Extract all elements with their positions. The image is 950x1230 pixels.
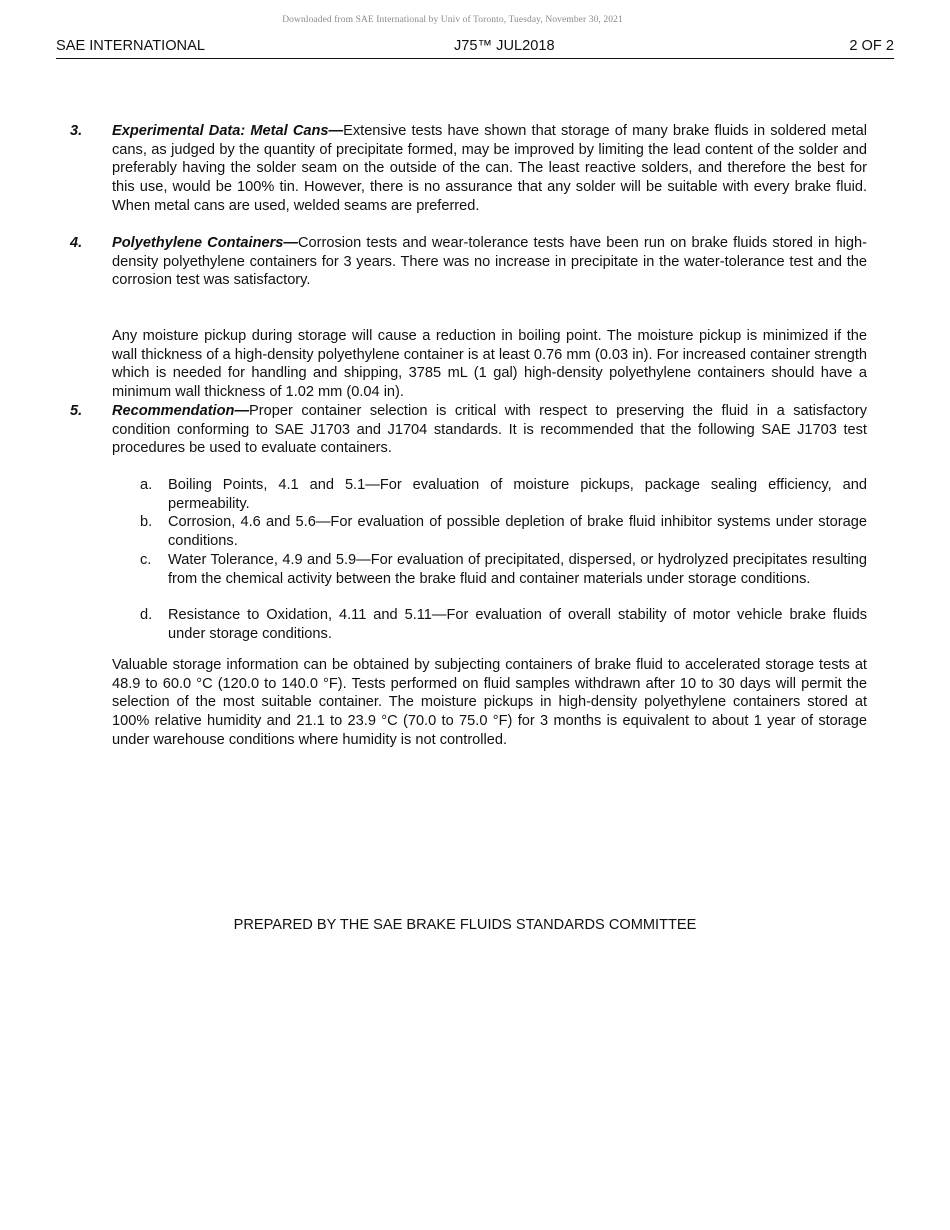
closing-paragraph: Valuable storage information can be obtained by subjecting containers of brake fluid to accelerated storage tests at 48.9 to 60.0 °C (120.0 to 140.0 °F). Tests performed on fluid samples withdrawn after 10 to 30 days will permit the selection of the most suitable container. The moisture pickups in high-density polyethylene containers stored at 100% relative humidity and 21.1 to 23.9 °C (70.0 to 75.0 °F) for 3 months is equivalent to about 1 year of storage under warehouse conditions where humidity is not controlled.	[112, 657, 867, 748]
list-item-text: Resistance to Oxidation, 4.11 and 5.11—For evaluation of overall stability of motor vehicle brake fluids under storage conditions.	[168, 607, 867, 642]
header-page-number: 2 OF 2	[849, 38, 894, 54]
header-document-id: J75™ JUL2018	[454, 38, 555, 54]
list-item-text: Boiling Points, 4.1 and 5.1—For evaluation of moisture pickups, package sealing efficiency, and permeability.	[168, 477, 867, 512]
section-paragraph	[112, 122, 867, 216]
download-watermark-note: Downloaded from SAE International by Univ of Toronto, Tuesday, November 30, 2021	[282, 15, 623, 25]
list-item-text: Water Tolerance, 4.9 and 5.9—For evaluation of precipitated, dispersed, or hydrolyzed precipitates resulting from the chemical activity between the brake fluid and container materials under storage conditions.	[168, 552, 867, 587]
list-item-letter: b.	[140, 514, 153, 530]
list-item-letter: a.	[140, 477, 153, 493]
section-paragraph	[112, 234, 867, 290]
list-item-letter: d.	[140, 607, 153, 623]
section-paragraph	[112, 402, 867, 458]
section-number: 3.	[70, 123, 83, 139]
committee-footer: PREPARED BY THE SAE BRAKE FLUIDS STANDARDS COMMITTEE	[233, 917, 697, 933]
section-title: Polyethylene Containers—	[112, 235, 298, 251]
section-number: 5.	[70, 403, 83, 419]
list-item-text: Corrosion, 4.6 and 5.6—For evaluation of possible depletion of brake fluid inhibitor systems under storage conditions.	[168, 514, 867, 549]
section-title: Experimental Data: Metal Cans—	[112, 123, 344, 139]
section-text: Proper container selection is critical with respect to preserving the fluid in a satisfactory condition conforming to SAE J1703 and J1704 standards. It is recommended that the following SAE J1703 test procedures be used to evaluate containers.	[112, 403, 867, 457]
section-text: Extensive tests have shown that storage of many brake fluids in soldered metal cans, as judged by the quantity of precipitate formed, may be improved by limiting the lead content of the solder and preferably having the solder seam on the outside of the can. The least reactive solders, and therefore the best for this use, would be 100% tin. However, there is no assurance that any solder will be suitable with every brake fluid. When metal cans are used, welded seams are preferred.	[112, 123, 867, 214]
section-extra-paragraph: Any moisture pickup during storage will cause a reduction in boiling point. The moisture pickup is minimized if the wall thickness of a high-density polyethylene container is at least 0.76 mm (0.03 in). For increased container strength which is needed for handling and shipping, 3785 mL (1 gal) high-density polyethylene containers should have a minimum wall thickness of 1.02 mm (0.04 in).	[112, 328, 867, 401]
section-title: Recommendation—	[112, 403, 250, 419]
list-item-letter: c.	[140, 552, 152, 568]
page-header	[56, 38, 894, 59]
header-organization: SAE INTERNATIONAL	[56, 38, 205, 54]
section-text: Corrosion tests and wear-tolerance tests have been run on brake fluids stored in high-density polyethylene containers for 3 years. There was no increase in precipitate in the water-tolerance test and the corrosion test was satisfactory.	[112, 235, 868, 289]
section-number: 4.	[70, 235, 83, 251]
